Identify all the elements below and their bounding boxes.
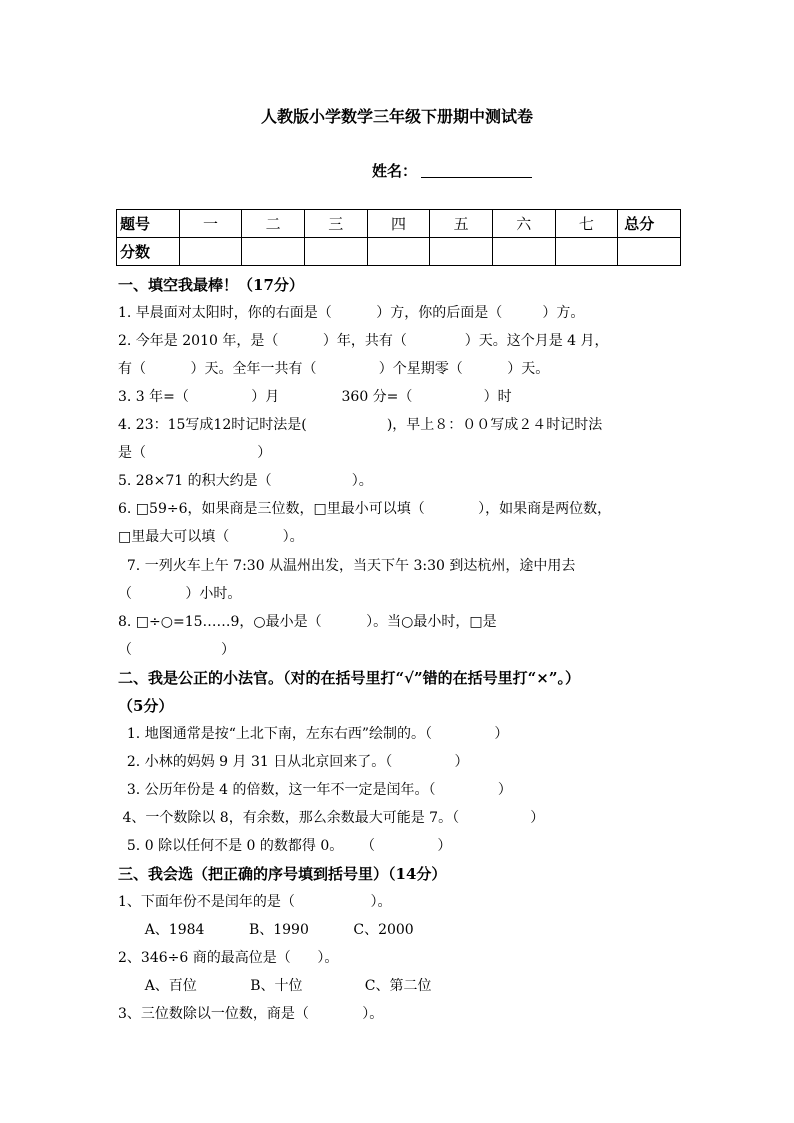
column-header: 七 — [555, 210, 618, 238]
question-line: 4. 23：15写成12时记时法是( )，早上８：００写成２４时记时法 — [118, 417, 603, 433]
question-line: 是（ ） — [118, 445, 272, 461]
page-title: 人教版小学数学三年级下册期中测试卷 — [260, 107, 533, 126]
score-cell[interactable] — [555, 238, 618, 266]
table-row — [117, 238, 681, 266]
question-line: 3. 公历年份是 4 的倍数，这一年不一定是闰年。（ ） — [118, 782, 512, 798]
question-line: （ ）小时。 — [118, 586, 242, 602]
section-heading-true-false: 二、我是公正的小法官。（对的在括号里打“√”错的在括号里打“×”。） — [118, 669, 580, 687]
score-cell[interactable] — [304, 238, 367, 266]
name-label: 姓名： — [372, 162, 418, 180]
question-line: 4、一个数除以 8，有余数，那么余数最大可能是 7。（ ） — [118, 810, 545, 826]
question-line: 有（ ）天。全年一共有（ ）个星期零（ ）天。 — [118, 361, 550, 377]
section-heading-score: （5分） — [118, 697, 174, 715]
question-line: 5. 0 除以任何不是 0 的数都得 0。 （ ） — [118, 838, 452, 854]
answer-options: A、1984 B、1990 C、2000 — [118, 922, 414, 938]
column-header: 六 — [492, 210, 555, 238]
column-header: 三 — [304, 210, 367, 238]
question-line: 7. 一列火车上午 7:30 从温州出发，当天下午 3:30 到达杭州，途中用去 — [118, 558, 576, 574]
answer-options: A、百位 B、十位 C、第二位 — [118, 978, 432, 994]
question-line: 2、346÷6 商的最高位是（ ）。 — [118, 950, 339, 966]
score-cell[interactable] — [367, 238, 430, 266]
question-line: 2. 小林的妈妈 9 月 31 日从北京回来了。（ ） — [118, 754, 469, 770]
question-line: 1. 早晨面对太阳时，你的右面是（ ）方，你的后面是（ ）方。 — [118, 305, 585, 321]
section-heading-fill-blank: 一、填空我最棒！（17分） — [118, 276, 304, 294]
question-line: 5. 28×71 的积大约是（ ）。 — [118, 473, 373, 489]
total-header: 总分 — [618, 210, 681, 238]
row-label-score: 分数 — [117, 238, 180, 266]
question-line: 1、下面年份不是闰年的是（ ）。 — [118, 894, 392, 910]
question-line: 3. 3 年=（ ）月 360 分=（ ）时 — [118, 389, 512, 405]
column-header: 五 — [430, 210, 493, 238]
score-cell[interactable] — [179, 238, 242, 266]
question-line: □里最大可以填（ ）。 — [118, 529, 304, 545]
question-line: 3、三位数除以一位数，商是（ ）。 — [118, 1006, 384, 1022]
name-blank-line[interactable] — [421, 177, 532, 178]
score-table — [116, 209, 681, 266]
score-cell[interactable] — [242, 238, 305, 266]
column-header: 四 — [367, 210, 430, 238]
column-header: 一 — [179, 210, 242, 238]
row-label-question-number: 题号 — [117, 210, 180, 238]
question-line: 8. □÷○=15……9，○最小是（ ）。当○最小时，□是 — [118, 614, 497, 630]
question-line: （ ） — [118, 642, 236, 658]
question-line: 6. □59÷6，如果商是三位数，□里最小可以填（ ），如果商是两位数， — [118, 501, 612, 517]
table-row — [117, 210, 681, 238]
score-cell[interactable] — [618, 238, 681, 266]
section-heading-multiple-choice: 三、我会选（把正确的序号填到括号里）（14分） — [118, 865, 447, 883]
column-header: 二 — [242, 210, 305, 238]
question-line: 2. 今年是 2010 年，是（ ）年，共有（ ）天。这个月是 4 月， — [118, 333, 609, 349]
score-cell[interactable] — [492, 238, 555, 266]
score-cell[interactable] — [430, 238, 493, 266]
question-line: 1. 地图通常是按“上北下南，左东右西”绘制的。（ ） — [118, 726, 509, 742]
